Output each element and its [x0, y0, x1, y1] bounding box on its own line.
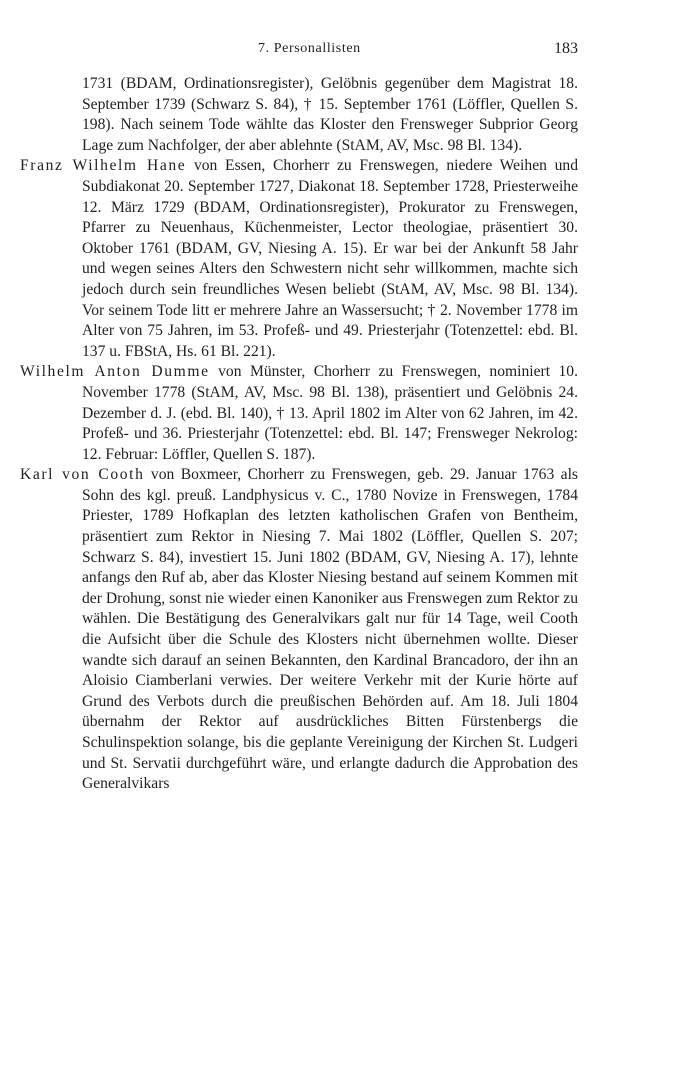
entry-name: Karl von Cooth [20, 466, 145, 484]
entry-text: von Boxmeer, Chorherr zu Frenswegen, geb. 29. Januar 1763 als Sohn des kgl. preuß. Landphysicus v. C., 1780 Novize in Frenswegen, 1784 Priester, 1789 Hofkaplan des letzten katholischen Grafen von Bentheim, präsentiert zum Rektor in Niesing 7. Mai 1802 (Löffler, Quellen S. 207; Schwarz S. 84), investiert 15. Juni 1802 (BDAM, GV, Niesing A. 17), lehnte anfangs den Ruf ab, aber das Kloster Niesing bestand auf seinem Kommen mit der Drohung, sonst nie wieder einen Kanoniker aus Frenswegen zum Rektor zu wählen. Die Bestätigung des Generalvikars galt nur für 14 Tage, weil Cooth die Aufsicht über die Schule des Klosters nicht übernehmen wollte. Dieser wandte sich darauf an seinen Bekannten, den Kardinal Brancadoro, der ihn an Aloisio Ciamberlani verwies. Der weitere Verkehr mit der Kurie hörte auf Grund des Verbots durch die preußischen Behörden auf. Am 18. Juli 1804 übernahm der Rektor auf ausdrückliches Bitten Fürstenbergs die Schulinspektion solange, bis die geplante Vereinigung der Kirchen St. Ludgeri und St. Servatii durchgeführt wäre, und erlangte dadurch die Approbation des Generalvikars [82, 466, 578, 793]
body-text [20, 74, 578, 795]
entry-text: 1731 (BDAM, Ordinationsregister), Gelöbnis gegenüber dem Magistrat 18. September 1739 (Schwarz S. 84), † 15. September 1761 (Löffler, Quellen S. 198). Nach seinem Tode wählte das Kloster den Frensweger Subprior Georg Lage zum Nachfolger, der aber ablehnte (StAM, AV, Msc. 98 Bl. 134). [82, 75, 578, 154]
entry-franz-wilhelm-hane [20, 156, 578, 362]
page-number: 183 [554, 40, 578, 57]
page-header [0, 41, 700, 61]
entry-name: Franz Wilhelm Hane [20, 157, 187, 175]
entry-text: von Münster, Chorherr zu Frenswegen, nominiert 10. November 1778 (StAM, AV, Msc. 98 Bl. 138), präsentiert und Gelöbnis 24. Dezember d. J. (ebd. Bl. 140), † 13. April 1802 im Alter von 62 Jahren, im 42. Profeß- und 36. Priesterjahr (Totenzettel: ebd. Bl. 147; Frensweger Nekrolog: 12. Februar: Löffler, Quellen S. 187). [82, 363, 578, 463]
entry-name: Wilhelm Anton Dumme [20, 363, 210, 381]
entry-wilhelm-anton-dumme [20, 362, 578, 465]
entry-continuation [20, 74, 578, 156]
entry-karl-von-cooth [20, 465, 578, 795]
entry-text: von Essen, Chorherr zu Frenswegen, niedere Weihen und Subdiakonat 20. September 1727, Diakonat 18. September 1728, Priesterweihe 12. März 1729 (BDAM, Ordinationsregister), Prokurator zu Frenswegen, Pfarrer zu Neuenhaus, Küchenmeister, Lector theologiae, präsentiert 30. Oktober 1761 (BDAM, GV, Niesing A. 15). Er war bei der Ankunft 58 Jahr und wegen seines Alters den Schwestern nicht sehr willkommen, machte sich jedoch durch sein freundliches Wesen beliebt (StAM, AV, Msc. 98 Bl. 134). Vor seinem Tode litt er mehrere Jahre an Wassersucht; † 2. November 1778 im Alter von 75 Jahren, im 53. Profeß- und 49. Priesterjahr (Totenzettel: ebd. Bl. 137 u. FBStA, Hs. 61 Bl. 221). [82, 157, 578, 360]
running-head: 7. Personallisten [258, 41, 361, 56]
